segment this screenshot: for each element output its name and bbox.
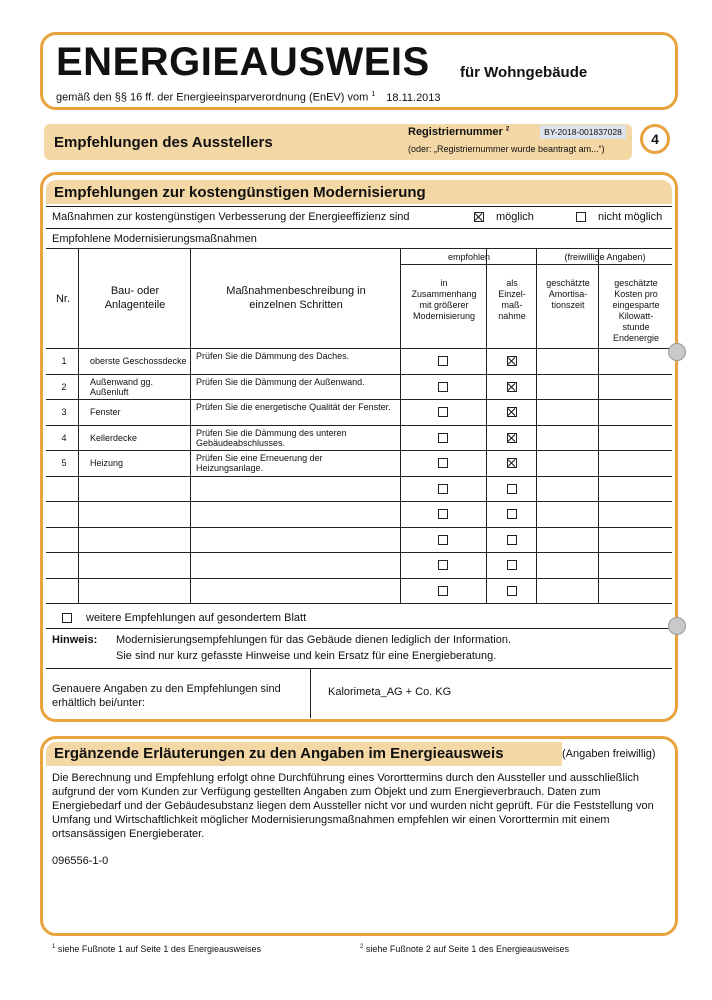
issue-date: 18.11.2013 <box>386 91 441 104</box>
footnote-2-text: siehe Fußnote 2 auf Seite 1 des Energieausweises <box>365 944 569 954</box>
law-footnote-marker: 1 <box>371 91 376 98</box>
row-description: Prüfen Sie eine Erneuerung der Heizungsanlage. <box>196 453 323 473</box>
row-context-checkbox[interactable] <box>438 535 448 545</box>
row-context-checkbox[interactable] <box>438 433 448 443</box>
col-nr-header: Nr. <box>55 293 71 305</box>
hint-line-2: Sie sind nur kurz gefasste Hinweise und kein Ersatz für eine Energieberatung. <box>116 650 497 662</box>
registration-number: BY-2018-001837028 <box>540 125 626 139</box>
row-single-checkbox[interactable] <box>507 407 517 417</box>
not-possible-checkbox[interactable] <box>576 212 586 222</box>
details-value: Kalorimeta_AG + Co. KG <box>328 686 452 698</box>
document-title: ENERGIEAUSWEIS <box>56 40 430 84</box>
row-description: Prüfen Sie die Dämmung der Außenwand. <box>196 376 365 387</box>
row-description: Prüfen Sie die energetische Qualität der Fenster. <box>196 402 391 412</box>
row-context-checkbox[interactable] <box>438 586 448 596</box>
document-code: 096556-1-0 <box>52 855 109 867</box>
row-single-checkbox[interactable] <box>507 484 517 494</box>
possible-label: möglich <box>496 211 534 223</box>
col-context-header: in Zusammenhang mit größerer Modernisierung <box>411 278 477 321</box>
row-description: Prüfen Sie die Dämmung des unteren Gebäudeabschlusses. <box>196 427 347 448</box>
col-cost-header: geschätzte Kosten pro eingesparte Kilowatt- stunde Endenergie <box>612 278 660 343</box>
footnote-1-text: siehe Fußnote 1 auf Seite 1 des Energieausweises <box>57 944 261 954</box>
punch-hole-upper <box>668 343 686 361</box>
supplementary-note: (Angaben freiwillig) <box>562 748 656 760</box>
row-context-checkbox[interactable] <box>438 509 448 519</box>
law-text: gemäß den §§ 16 ff. der Energieeinsparverordnung (EnEV) vom <box>56 91 369 104</box>
col-amortisation-header: geschätzte Amortisa- tionszeit <box>546 278 590 310</box>
row-single-checkbox[interactable] <box>507 586 517 596</box>
row-number: 3 <box>61 407 67 417</box>
col-recommended-header: empfohlen <box>447 252 491 262</box>
page-number-badge: 4 <box>640 124 670 154</box>
row-number: 4 <box>61 432 67 443</box>
col-component-header: Bau- oder Anlagenteile <box>104 285 166 311</box>
recommendations-title: Empfehlungen zur kostengünstigen Modernisierung <box>54 184 426 201</box>
row-single-checkbox[interactable] <box>507 535 517 545</box>
row-single-checkbox[interactable] <box>507 356 517 366</box>
law-reference <box>56 91 441 104</box>
row-number: 5 <box>61 458 67 468</box>
row-context-checkbox[interactable] <box>438 560 448 570</box>
row-component: Kellerdecke <box>90 432 138 443</box>
not-possible-label: nicht möglich <box>598 211 663 223</box>
row-single-checkbox[interactable] <box>507 560 517 570</box>
supplementary-title: Ergänzende Erläuterungen zu den Angaben im Energieausweis <box>54 745 504 762</box>
registration-label <box>408 126 509 138</box>
registration-label-text: Registriernummer <box>408 126 503 138</box>
col-description-header: Maßnahmenbeschreibung in einzelnen Schritten <box>226 285 366 311</box>
row-component: oberste Geschossdecke <box>90 356 187 366</box>
row-context-checkbox[interactable] <box>438 407 448 417</box>
measures-subheading: Empfohlene Modernisierungsmaßnahmen <box>52 233 257 245</box>
band-title: Empfehlungen des Ausstellers <box>54 134 273 151</box>
row-number: 1 <box>61 356 67 366</box>
row-component: Außenwand gg. Außenluft <box>90 376 154 397</box>
row-context-checkbox[interactable] <box>438 356 448 366</box>
row-single-checkbox[interactable] <box>507 382 517 392</box>
hint-label: Hinweis: <box>52 634 98 646</box>
col-single-header: als Einzel- maß- nahme <box>498 278 526 321</box>
footnote-1-marker: 1 <box>52 944 56 950</box>
hint-line-1: Modernisierungsempfehlungen für das Gebäude dienen lediglich der Information. <box>116 634 512 646</box>
row-description: Prüfen Sie die Dämmung des Daches. <box>196 351 350 361</box>
row-context-checkbox[interactable] <box>438 458 448 468</box>
document-subtitle: für Wohngebäude <box>460 64 588 81</box>
registration-note: (oder: „Registriernummer wurde beantragt am...“) <box>408 144 605 154</box>
row-component: Heizung <box>90 458 124 468</box>
registration-footnote-marker: 2 <box>505 126 510 133</box>
row-number: 2 <box>61 381 67 392</box>
row-context-checkbox[interactable] <box>438 382 448 392</box>
footnote-1 <box>52 944 261 954</box>
further-recommendations-checkbox[interactable] <box>62 613 72 623</box>
row-component: Fenster <box>90 407 121 417</box>
row-single-checkbox[interactable] <box>507 458 517 468</box>
supplementary-body: Die Berechnung und Empfehlung erfolgt ohne Durchführung eines Vororttermins durch den Aussteller und ausschließlich aufgrund der vom Kunden zur Verfügung gestellten Angaben zum Objekt und zum Energieverbrauch. Daten zum Energiebedarf und der Gebäudesubstanz liegen dem Aussteller nicht vor und wurden nicht geprüft. Für die Feststellung von Umfang und Wirtschaftlichkeit möglicher Modernisierungsmaßnahmen empfehlen wir einen Vororttermin mit einem ortsansässigen Energieberater. <box>52 772 654 840</box>
further-recommendations-label: weitere Empfehlungen auf gesondertem Blatt <box>86 612 307 624</box>
col-voluntary-header: (freiwillige Angaben) <box>564 252 646 262</box>
punch-hole-lower <box>668 617 686 635</box>
row-single-checkbox[interactable] <box>507 433 517 443</box>
footnote-2 <box>360 944 569 954</box>
measures-question: Maßnahmen zur kostengünstigen Verbesserung der Energieeffizienz sind <box>52 211 410 223</box>
footnote-2-marker: 2 <box>360 944 364 950</box>
possible-checkbox[interactable] <box>474 212 484 222</box>
details-label: Genauere Angaben zu den Empfehlungen sind erhältlich bei/unter: <box>52 683 281 709</box>
row-single-checkbox[interactable] <box>507 509 517 519</box>
row-context-checkbox[interactable] <box>438 484 448 494</box>
